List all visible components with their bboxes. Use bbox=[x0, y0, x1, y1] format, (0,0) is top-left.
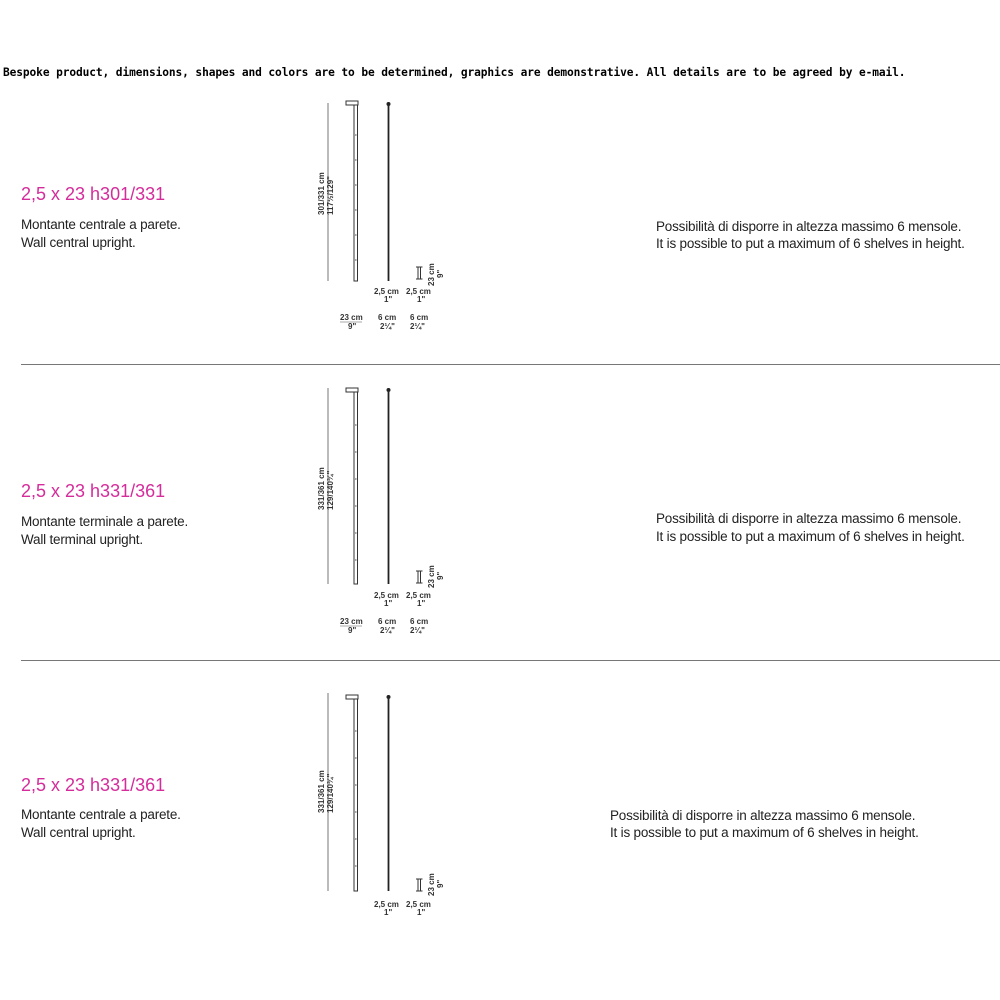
upright-drawing bbox=[300, 95, 460, 340]
shelf-note-it: Possibilità di disporre in altezza massimo 6 mensole. bbox=[656, 511, 962, 526]
width-1-cm: 2,5 cm bbox=[374, 900, 399, 909]
base-3-cm: 6 cm bbox=[410, 617, 429, 626]
depth-dimension-in: 9" bbox=[436, 571, 445, 580]
depth-dimension-cm: 23 cm bbox=[427, 565, 436, 588]
height-dimension-cm: 301/331 cm bbox=[317, 172, 326, 215]
shelf-note-en: It is possible to put a maximum of 6 shelves in height. bbox=[610, 825, 919, 840]
width-1-in: 1" bbox=[384, 908, 393, 917]
base-2-cm: 6 cm bbox=[378, 313, 397, 322]
depth-dimension-cm: 23 cm bbox=[427, 873, 436, 896]
shelf-note-en: It is possible to put a maximum of 6 shelves in height. bbox=[656, 529, 965, 544]
shelf-note-it: Possibilità di disporre in altezza massimo 6 mensole. bbox=[656, 219, 962, 234]
product-description-it: Montante terminale a parete. bbox=[21, 514, 188, 529]
upright-drawing bbox=[300, 685, 460, 925]
width-2-in: 1" bbox=[417, 908, 426, 917]
width-1-in: 1" bbox=[384, 599, 393, 608]
product-description-it: Montante centrale a parete. bbox=[21, 217, 181, 232]
shelf-note-it: Possibilità di disporre in altezza massimo 6 mensole. bbox=[610, 808, 916, 823]
height-dimension-in: 129/140¾" bbox=[326, 470, 335, 510]
width-2-cm: 2,5 cm bbox=[406, 287, 431, 296]
product-description-en: Wall terminal upright. bbox=[21, 532, 143, 547]
product-description-en: Wall central upright. bbox=[21, 825, 136, 840]
base-2-cm: 6 cm bbox=[378, 617, 397, 626]
base-1-cm: 23 cm bbox=[340, 617, 363, 626]
base-1-in: 9" bbox=[348, 322, 357, 331]
height-dimension-cm: 331/361 cm bbox=[317, 467, 326, 510]
height-dimension-in: 117½/129" bbox=[326, 176, 335, 215]
base-2-in: 2¼" bbox=[380, 322, 395, 331]
width-1-in: 1" bbox=[384, 295, 393, 304]
height-dimension-in: 129/140¾" bbox=[326, 773, 335, 813]
width-2-in: 1" bbox=[417, 295, 426, 304]
base-3-cm: 6 cm bbox=[410, 313, 429, 322]
width-2-in: 1" bbox=[417, 599, 426, 608]
product-description-it: Montante centrale a parete. bbox=[21, 807, 181, 822]
width-1-cm: 2,5 cm bbox=[374, 287, 399, 296]
base-2-in: 2¼" bbox=[380, 626, 395, 635]
shelf-note-en: It is possible to put a maximum of 6 shelves in height. bbox=[656, 236, 965, 251]
section-divider bbox=[21, 364, 1000, 365]
depth-dimension-in: 9" bbox=[436, 879, 445, 888]
height-dimension-cm: 331/361 cm bbox=[317, 770, 326, 813]
width-2-cm: 2,5 cm bbox=[406, 900, 431, 909]
depth-dimension-in: 9" bbox=[436, 269, 445, 278]
product-code: 2,5 x 23 h331/361 bbox=[21, 481, 166, 501]
disclaimer-text: Bespoke product, dimensions, shapes and colors are to be determined, graphics are demonstrative. All details are to be agreed by e-mail. bbox=[3, 66, 906, 79]
width-1-cm: 2,5 cm bbox=[374, 591, 399, 600]
base-3-in: 2¼" bbox=[410, 626, 425, 635]
product-code: 2,5 x 23 h331/361 bbox=[21, 775, 166, 795]
depth-dimension-cm: 23 cm bbox=[427, 263, 436, 286]
section-divider bbox=[21, 660, 1000, 661]
base-1-in: 9" bbox=[348, 626, 357, 635]
base-1-cm: 23 cm bbox=[340, 313, 363, 322]
width-2-cm: 2,5 cm bbox=[406, 591, 431, 600]
product-code: 2,5 x 23 h301/331 bbox=[21, 184, 166, 204]
product-description-en: Wall central upright. bbox=[21, 235, 136, 250]
base-3-in: 2¼" bbox=[410, 322, 425, 331]
upright-drawing bbox=[300, 380, 460, 640]
